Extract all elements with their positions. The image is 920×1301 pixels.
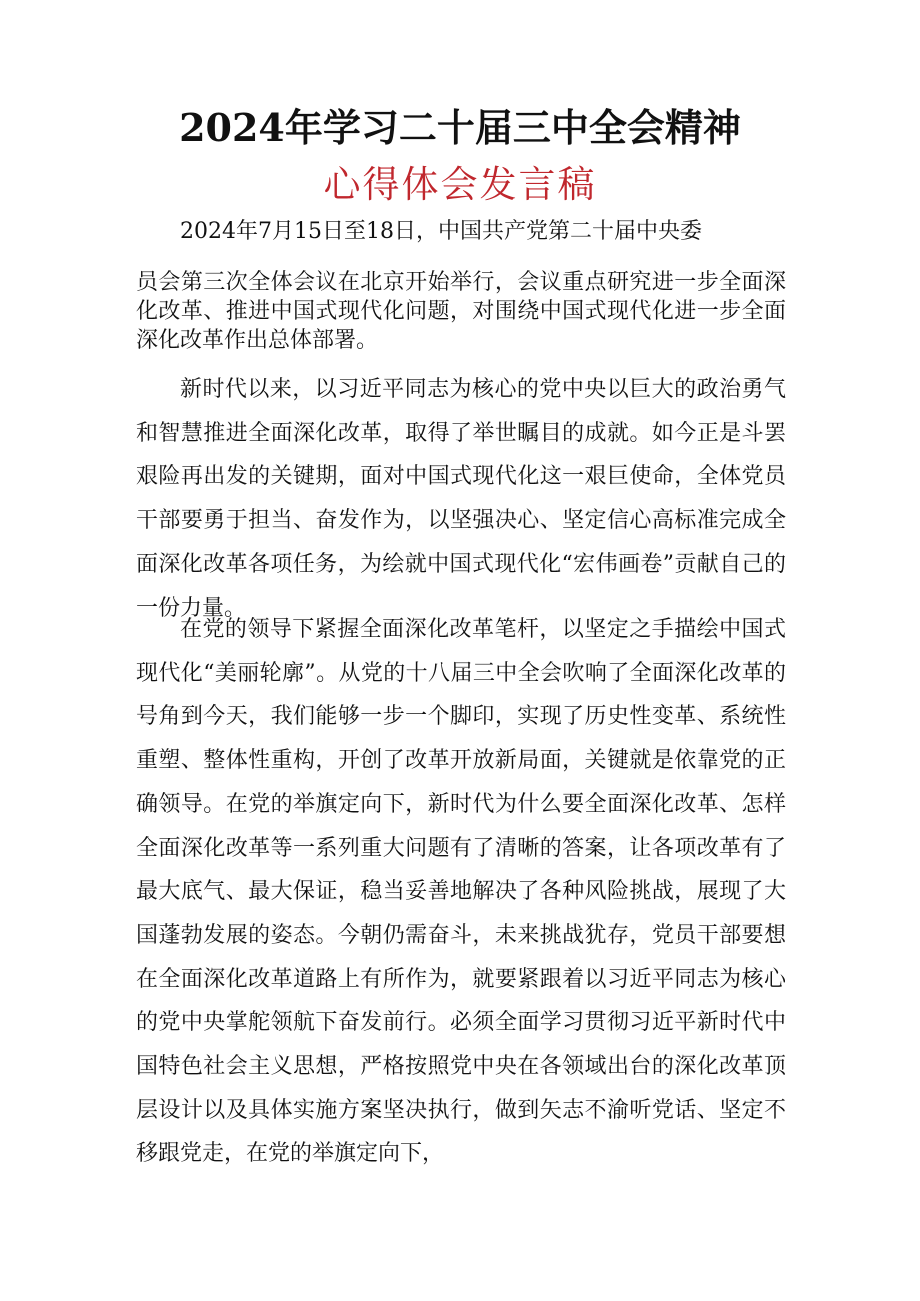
paragraph-1-text: 员会第三次全体会议在北京开始举行，会议重点研究进一步全面深化改革、推进中国式现代化问题，对围绕中国式现代化进一步全面深化改革作出总体部署。 bbox=[136, 270, 786, 353]
paragraph-1 bbox=[136, 268, 786, 355]
paragraph-3 bbox=[136, 608, 786, 1176]
document-subtitle: 心得体会发言稿 bbox=[323, 163, 597, 206]
document-title: 2024年学习二十届三中全会精神 bbox=[179, 105, 741, 150]
paragraph-3-text: 在党的领导下紧握全面深化改革笔杆，以坚定之手描绘中国式现代化“美丽轮廓”。从党的十八届三中全会吹响了全面深化改革的号角到今天，我们能够一步一个脚印，实现了历史性变革、系统性重塑、整体性重构，开创了改革开放新局面，关键就是依靠党的正确领导。在党的举旗定向下，新时代为什么要全面深化改革、怎样全面深化改革等一系列重大问题有了清晰的答案，让各项改革有了最大底气、最大保证，稳当妥善地解决了各种风险挑战，展现了大国蓬勃发展的姿态。今朝仍需奋斗，未来挑战犹存，党员干部要想在全面深化改革道路上有所作为，就要紧跟着以习近平同志为核心的党中央掌舵领航下奋发前行。必须全面学习贯彻习近平新时代中国特色社会主义思想，严格按照党中央在各领域出台的深化改革顶层设计以及具体实施方案坚决执行，做到矢志不渝听党话、坚定不移跟党走，在党的举旗定向下， bbox=[136, 617, 786, 1167]
paragraph-2 bbox=[136, 368, 786, 630]
lead-line: 2024年7月15日至18日，中国共产党第二十届中央委 bbox=[180, 219, 702, 244]
paragraph-2-text: 新时代以来，以习近平同志为核心的党中央以巨大的政治勇气和智慧推进全面深化改革，取得了举世瞩目的成就。如今正是斗罢艰险再出发的关键期，面对中国式现代化这一艰巨使命，全体党员干部要勇于担当、奋发作为，以坚强决心、坚定信心高标准完成全面深化改革各项任务，为绘就中国式现代化“宏伟画卷”贡献自己的一份力量。 bbox=[136, 377, 786, 621]
